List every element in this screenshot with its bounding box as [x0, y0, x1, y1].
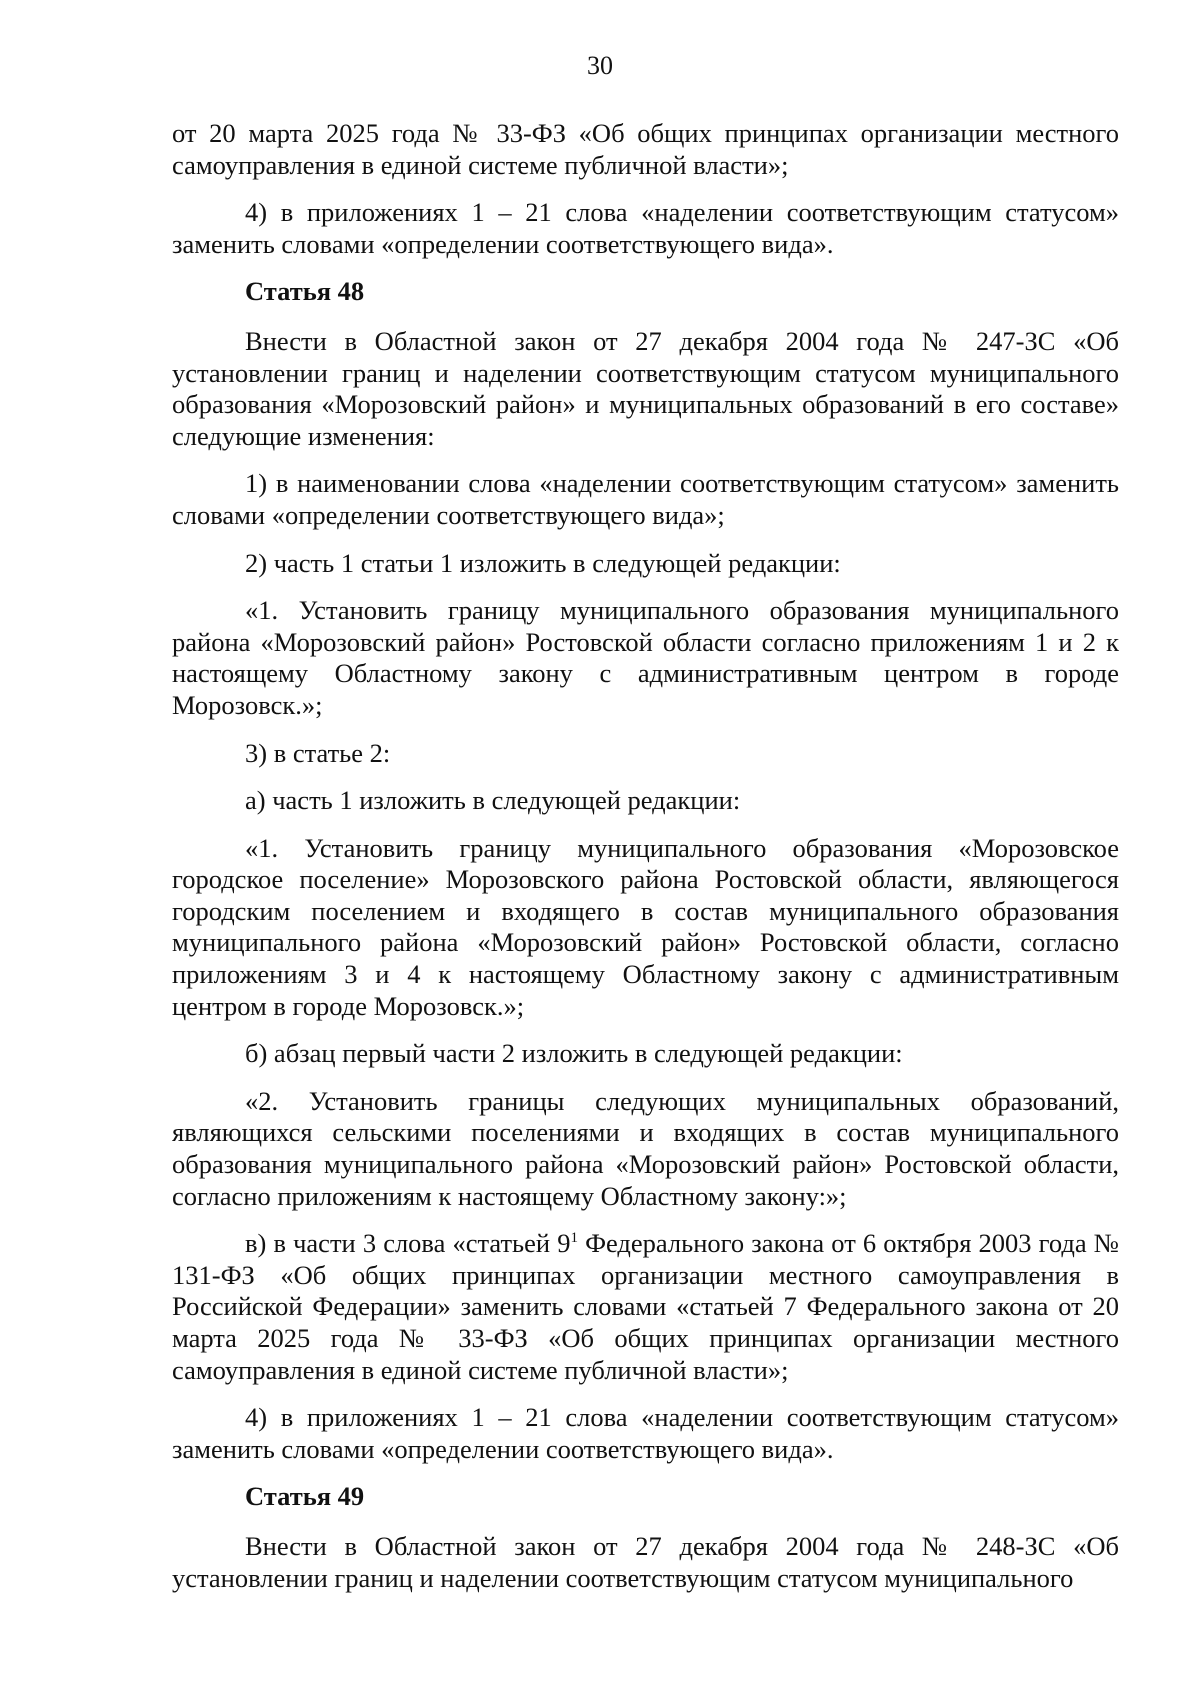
article-48-item-2: 2) часть 1 статьи 1 изложить в следующей редакции:	[245, 547, 841, 578]
article-49-intro: Внести в Областной закон от 27 декабря 2004 года № 248-ЗС «Об установлении границ и наделении соответствующим статусом муниципального	[172, 1530, 1119, 1593]
article-48-item-3v	[172, 1228, 1119, 1386]
paragraph-continuation: от 20 марта 2025 года № 33-ФЗ «Об общих принципах организации местного самоуправления в единой системе публичной власти»;	[172, 118, 1119, 180]
article-48-item-3: 3) в статье 2:	[245, 737, 391, 768]
article-49-heading: Статья 49	[245, 1481, 365, 1512]
article-48-item-3a: а) часть 1 изложить в следующей редакции:	[245, 785, 741, 816]
document-body	[172, 118, 1119, 1610]
superscript-one: 1	[570, 1230, 578, 1247]
article-48-item-3a-text: «1. Установить границу муниципального образования «Морозовское городское поселение» Морозовского района Ростовской области, являющегося городским поселением и входящего в состав муниципального образования муниципального района «Морозовский район» Ростовской области, согласно приложениям 3 и 4 к настоящему Областному закону с административным центром в городе Морозовск.»;	[172, 832, 1119, 1021]
item-3v-text-end: Федерального закона от 6 октября 2003 года № 131-ФЗ «Об общих принципах организации местного самоуправления в Российской Федерации» заменить словами «статьей 7 Федерального закона от 20 марта 2025 года № 33-ФЗ «Об общих принципах организации местного самоуправления в единой системе публичной власти»;	[172, 1228, 1119, 1385]
article-48-intro: Внести в Областной закон от 27 декабря 2004 года № 247-ЗС «Об установлении границ и наделении соответствующим статусом муниципального образования «Морозовский район» и муниципальных образований в его составе» следующие изменения:	[172, 325, 1119, 451]
article-48-item-4: 4) в приложениях 1 – 21 слова «наделении соответствующим статусом» заменить словами «определении соответствующего вида».	[172, 1402, 1119, 1464]
article-48-item-3b-text: «2. Установить границы следующих муниципальных образований, являющихся сельскими поселениями и входящих в состав муниципального образования муниципального района «Морозовский район» Ростовской области, согласно приложениям к настоящему Областному закону:»;	[172, 1085, 1119, 1211]
article-48-item-3b: б) абзац первый части 2 изложить в следующей редакции:	[245, 1038, 903, 1069]
paragraph-item-4: 4) в приложениях 1 – 21 слова «наделении соответствующим статусом» заменить словами «определении соответствующего вида».	[172, 197, 1119, 259]
article-48-item-1: 1) в наименовании слова «наделении соответствующим статусом» заменить словами «определении соответствующего вида»;	[172, 468, 1119, 530]
article-48-heading: Статья 48	[245, 276, 365, 307]
page-number: 30	[587, 51, 613, 80]
item-3v-text-start: в) в части 3 слова «статьей 9	[245, 1228, 571, 1259]
article-48-item-2-text: «1. Установить границу муниципального образования муниципального района «Морозовский район» Ростовской области согласно приложениям 1 и 2 к настоящему Областному закону с административным центром в городе Морозовск.»;	[172, 595, 1119, 720]
